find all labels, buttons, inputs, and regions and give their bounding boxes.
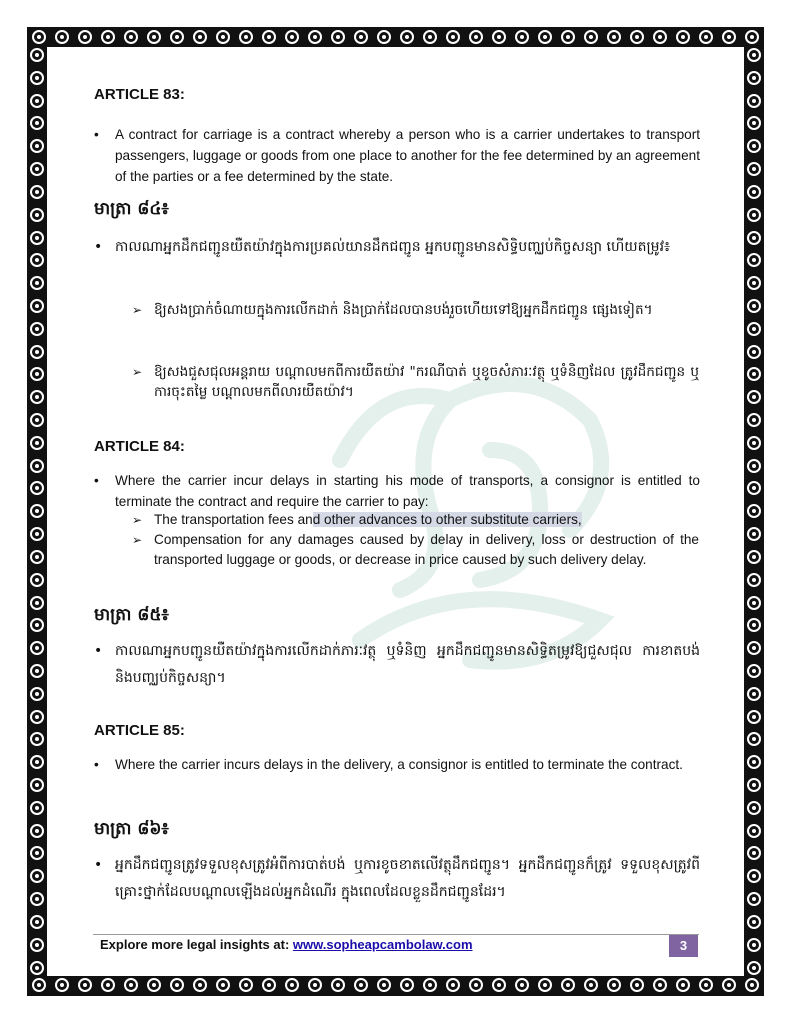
flower-ornament-icon bbox=[747, 527, 761, 541]
flower-ornament-icon bbox=[170, 978, 184, 992]
flower-ornament-icon bbox=[747, 436, 761, 450]
flower-ornament-icon bbox=[747, 253, 761, 267]
flower-border-left bbox=[30, 48, 44, 975]
flower-ornament-icon bbox=[446, 30, 460, 44]
flower-ornament-icon bbox=[30, 778, 44, 792]
article-84-sub2: ➢ Compensation for any damages caused by delay in delivery, loss or destruction of the transported luggage or goods, or decrease in price caused by such delivery delay. bbox=[154, 530, 699, 570]
flower-ornament-icon bbox=[239, 30, 253, 44]
flower-ornament-icon bbox=[722, 978, 736, 992]
footer-website-link[interactable]: www.sopheapcambolaw.com bbox=[292, 937, 473, 952]
flower-ornament-icon bbox=[30, 618, 44, 632]
flower-ornament-icon bbox=[239, 978, 253, 992]
flower-ornament-icon bbox=[101, 978, 115, 992]
flower-ornament-icon bbox=[193, 30, 207, 44]
flower-ornament-icon bbox=[147, 978, 161, 992]
flower-ornament-icon bbox=[538, 30, 552, 44]
flower-ornament-icon bbox=[747, 299, 761, 313]
flower-ornament-icon bbox=[30, 276, 44, 290]
flower-ornament-icon bbox=[30, 390, 44, 404]
flower-ornament-icon bbox=[630, 978, 644, 992]
article-85-text: • Where the carrier incurs delays in the delivery, a consignor is entitled to terminate the contract. bbox=[115, 754, 700, 775]
flower-ornament-icon bbox=[745, 978, 759, 992]
article-84-kh-sub1: ➢ ឱ្យសងប្រាក់ចំណាយក្នុងការលើកដាក់ និងប្រាក់ដែលបានបង់រួចហើយទៅឱ្យអ្នកដឹកជញ្ជូន ផ្សេងទៀត។ bbox=[154, 300, 699, 320]
flower-ornament-icon bbox=[423, 978, 437, 992]
flower-ornament-icon bbox=[30, 71, 44, 85]
page-number: 3 bbox=[669, 935, 698, 957]
flower-ornament-icon bbox=[30, 664, 44, 678]
flower-ornament-icon bbox=[747, 778, 761, 792]
flower-ornament-icon bbox=[30, 527, 44, 541]
flower-ornament-icon bbox=[124, 978, 138, 992]
article-86-kh-text: • អ្នកដឹកជញ្ជូនត្រូវទទួលខុសត្រូវអំពីការបាត់បង់ ឬការខូចខាតលើវត្ថុដឹកជញ្ជូន។ អ្នកដឹកជញ្ជូនក៏ត្រូវ ទទួលខុសត្រូវពីគ្រោះថ្នាក់ដែលបណ្តាលឡើងដល់អ្នកដំណើរ ក្នុងពេលដែលខ្លួនដឹកជញ្ជូនដែរ។ bbox=[115, 852, 700, 906]
flower-ornament-icon bbox=[30, 208, 44, 222]
article-84-sub1-part-a: The transportation fees an bbox=[154, 512, 313, 527]
flower-ornament-icon bbox=[55, 978, 69, 992]
flower-ornament-icon bbox=[308, 978, 322, 992]
flower-ornament-icon bbox=[653, 30, 667, 44]
flower-ornament-icon bbox=[538, 978, 552, 992]
flower-ornament-icon bbox=[30, 459, 44, 473]
flower-ornament-icon bbox=[30, 481, 44, 495]
flower-ornament-icon bbox=[30, 162, 44, 176]
flower-ornament-icon bbox=[747, 664, 761, 678]
flower-ornament-icon bbox=[423, 30, 437, 44]
flower-ornament-icon bbox=[400, 978, 414, 992]
flower-border-right bbox=[747, 48, 761, 975]
flower-ornament-icon bbox=[170, 30, 184, 44]
flower-ornament-icon bbox=[676, 30, 690, 44]
flower-ornament-icon bbox=[747, 938, 761, 952]
flower-ornament-icon bbox=[699, 30, 713, 44]
flower-ornament-icon bbox=[30, 755, 44, 769]
flower-ornament-icon bbox=[747, 824, 761, 838]
flower-ornament-icon bbox=[30, 139, 44, 153]
flower-ornament-icon bbox=[262, 30, 276, 44]
flower-ornament-icon bbox=[747, 755, 761, 769]
flower-ornament-icon bbox=[747, 481, 761, 495]
flower-ornament-icon bbox=[747, 116, 761, 130]
flower-ornament-icon bbox=[653, 978, 667, 992]
flower-ornament-icon bbox=[124, 30, 138, 44]
flower-ornament-icon bbox=[561, 30, 575, 44]
flower-ornament-icon bbox=[747, 892, 761, 906]
flower-ornament-icon bbox=[78, 30, 92, 44]
flower-ornament-icon bbox=[747, 276, 761, 290]
flower-ornament-icon bbox=[30, 48, 44, 62]
flower-ornament-icon bbox=[607, 978, 621, 992]
flower-ornament-icon bbox=[30, 299, 44, 313]
flower-ornament-icon bbox=[30, 641, 44, 655]
flower-ornament-icon bbox=[30, 504, 44, 518]
flower-ornament-icon bbox=[262, 978, 276, 992]
flower-ornament-icon bbox=[30, 824, 44, 838]
flower-ornament-icon bbox=[747, 710, 761, 724]
flower-ornament-icon bbox=[30, 687, 44, 701]
flower-ornament-icon bbox=[747, 162, 761, 176]
article-84-heading: ARTICLE 84: bbox=[94, 438, 185, 455]
flower-ornament-icon bbox=[747, 504, 761, 518]
flower-ornament-icon bbox=[400, 30, 414, 44]
flower-ornament-icon bbox=[216, 978, 230, 992]
flower-ornament-icon bbox=[30, 94, 44, 108]
flower-ornament-icon bbox=[747, 322, 761, 336]
article-85-kh-heading: មាត្រា ៨៥៖ bbox=[94, 605, 169, 625]
flower-border-bottom bbox=[32, 978, 759, 992]
article-84-sub1 bbox=[154, 510, 699, 530]
flower-ornament-icon bbox=[515, 978, 529, 992]
flower-ornament-icon bbox=[747, 869, 761, 883]
flower-ornament-icon bbox=[747, 846, 761, 860]
flower-ornament-icon bbox=[747, 345, 761, 359]
article-84-sub1-highlighted: d other advances to other substitute carriers, bbox=[312, 512, 582, 527]
flower-ornament-icon bbox=[630, 30, 644, 44]
flower-ornament-icon bbox=[30, 710, 44, 724]
article-84-kh-text: • កាលណាអ្នកដឹកជញ្ជូនយឺតយ៉ាវក្នុងការប្រគល់យានដឹកជញ្ជូន អ្នកបញ្ជូនមានសិទ្ធិបញ្ឈប់កិច្ចសន្យា ហើយតម្រូវ៖ bbox=[115, 234, 700, 261]
flower-ornament-icon bbox=[30, 801, 44, 815]
flower-ornament-icon bbox=[30, 231, 44, 245]
footer-divider bbox=[93, 934, 699, 935]
flower-ornament-icon bbox=[30, 892, 44, 906]
flower-ornament-icon bbox=[377, 978, 391, 992]
flower-ornament-icon bbox=[32, 30, 46, 44]
flower-ornament-icon bbox=[30, 253, 44, 267]
flower-ornament-icon bbox=[30, 915, 44, 929]
flower-ornament-icon bbox=[747, 687, 761, 701]
flower-ornament-icon bbox=[331, 978, 345, 992]
flower-ornament-icon bbox=[101, 30, 115, 44]
flower-ornament-icon bbox=[699, 978, 713, 992]
flower-ornament-icon bbox=[747, 208, 761, 222]
flower-ornament-icon bbox=[30, 345, 44, 359]
flower-ornament-icon bbox=[584, 978, 598, 992]
article-84-text: • Where the carrier incur delays in starting his mode of transports, a consignor is entitled to terminate the contract and require the carrier to pay: bbox=[115, 470, 700, 512]
flower-ornament-icon bbox=[469, 978, 483, 992]
flower-ornament-icon bbox=[30, 732, 44, 746]
flower-ornament-icon bbox=[469, 30, 483, 44]
flower-ornament-icon bbox=[747, 915, 761, 929]
flower-ornament-icon bbox=[30, 961, 44, 975]
flower-ornament-icon bbox=[55, 30, 69, 44]
flower-ornament-icon bbox=[30, 846, 44, 860]
flower-ornament-icon bbox=[285, 978, 299, 992]
flower-ornament-icon bbox=[747, 413, 761, 427]
flower-border-top bbox=[32, 30, 759, 44]
flower-ornament-icon bbox=[354, 30, 368, 44]
flower-ornament-icon bbox=[30, 869, 44, 883]
flower-ornament-icon bbox=[747, 801, 761, 815]
article-83-text: • A contract for carriage is a contract whereby a person who is a carrier undertakes to transport passengers, luggage or goods from one place to another for the fee determined by an agreement of the parties or a fee determined by the state. bbox=[115, 124, 700, 187]
flower-ornament-icon bbox=[30, 367, 44, 381]
flower-ornament-icon bbox=[584, 30, 598, 44]
flower-ornament-icon bbox=[747, 139, 761, 153]
flower-ornament-icon bbox=[747, 390, 761, 404]
flower-ornament-icon bbox=[30, 436, 44, 450]
flower-ornament-icon bbox=[377, 30, 391, 44]
footer bbox=[100, 937, 473, 952]
flower-ornament-icon bbox=[747, 367, 761, 381]
flower-ornament-icon bbox=[30, 185, 44, 199]
flower-ornament-icon bbox=[747, 596, 761, 610]
flower-ornament-icon bbox=[515, 30, 529, 44]
article-85-heading: ARTICLE 85: bbox=[94, 722, 185, 739]
flower-ornament-icon bbox=[747, 732, 761, 746]
flower-ornament-icon bbox=[30, 116, 44, 130]
flower-ornament-icon bbox=[30, 550, 44, 564]
flower-ornament-icon bbox=[30, 573, 44, 587]
flower-ornament-icon bbox=[745, 30, 759, 44]
article-84-kh-sub2: ➢ ឱ្យសងជួសជុលអន្តរាយ បណ្តាលមកពីការយឺតយ៉ាវ "ករណីបាត់ ឬខូចសំភារៈវត្ថុ ឬទំនិញដែល ត្រូវដឹកជញ្ជូន ឬការចុះតម្លៃ បណ្តាលមកពីលារយឺតយ៉ាវ។ bbox=[154, 362, 699, 402]
flower-ornament-icon bbox=[78, 978, 92, 992]
flower-ornament-icon bbox=[561, 978, 575, 992]
article-83-heading: ARTICLE 83: bbox=[94, 86, 185, 103]
flower-ornament-icon bbox=[446, 978, 460, 992]
flower-ornament-icon bbox=[747, 94, 761, 108]
flower-ornament-icon bbox=[30, 413, 44, 427]
flower-ornament-icon bbox=[747, 231, 761, 245]
flower-ornament-icon bbox=[30, 596, 44, 610]
flower-ornament-icon bbox=[722, 30, 736, 44]
flower-ornament-icon bbox=[747, 641, 761, 655]
flower-ornament-icon bbox=[676, 978, 690, 992]
flower-ornament-icon bbox=[747, 550, 761, 564]
flower-ornament-icon bbox=[492, 30, 506, 44]
flower-ornament-icon bbox=[354, 978, 368, 992]
flower-ornament-icon bbox=[285, 30, 299, 44]
article-84-kh-heading: មាត្រា ៨៤៖ bbox=[94, 199, 169, 219]
flower-ornament-icon bbox=[216, 30, 230, 44]
flower-ornament-icon bbox=[607, 30, 621, 44]
flower-ornament-icon bbox=[747, 961, 761, 975]
footer-label: Explore more legal insights at: bbox=[100, 937, 293, 952]
flower-ornament-icon bbox=[747, 573, 761, 587]
flower-ornament-icon bbox=[30, 322, 44, 336]
flower-ornament-icon bbox=[747, 618, 761, 632]
flower-ornament-icon bbox=[747, 459, 761, 473]
flower-ornament-icon bbox=[747, 185, 761, 199]
article-85-kh-text: • កាលណាអ្នកបញ្ជូនយឺតយ៉ាវក្នុងការលើកដាក់ភារៈវត្ថុ ឬទំនិញ អ្នកដឹកជញ្ជូនមានសិទ្ធិតម្រូវឱ្យជួសជុល ការខាតបង់ និងបញ្ឈប់កិច្ចសន្យា។ bbox=[115, 638, 700, 692]
flower-ornament-icon bbox=[747, 71, 761, 85]
article-86-kh-heading: មាត្រា ៨៦៖ bbox=[94, 819, 169, 839]
flower-ornament-icon bbox=[331, 30, 345, 44]
flower-ornament-icon bbox=[747, 48, 761, 62]
flower-ornament-icon bbox=[147, 30, 161, 44]
flower-ornament-icon bbox=[308, 30, 322, 44]
flower-ornament-icon bbox=[32, 978, 46, 992]
flower-ornament-icon bbox=[492, 978, 506, 992]
flower-ornament-icon bbox=[193, 978, 207, 992]
flower-ornament-icon bbox=[30, 938, 44, 952]
